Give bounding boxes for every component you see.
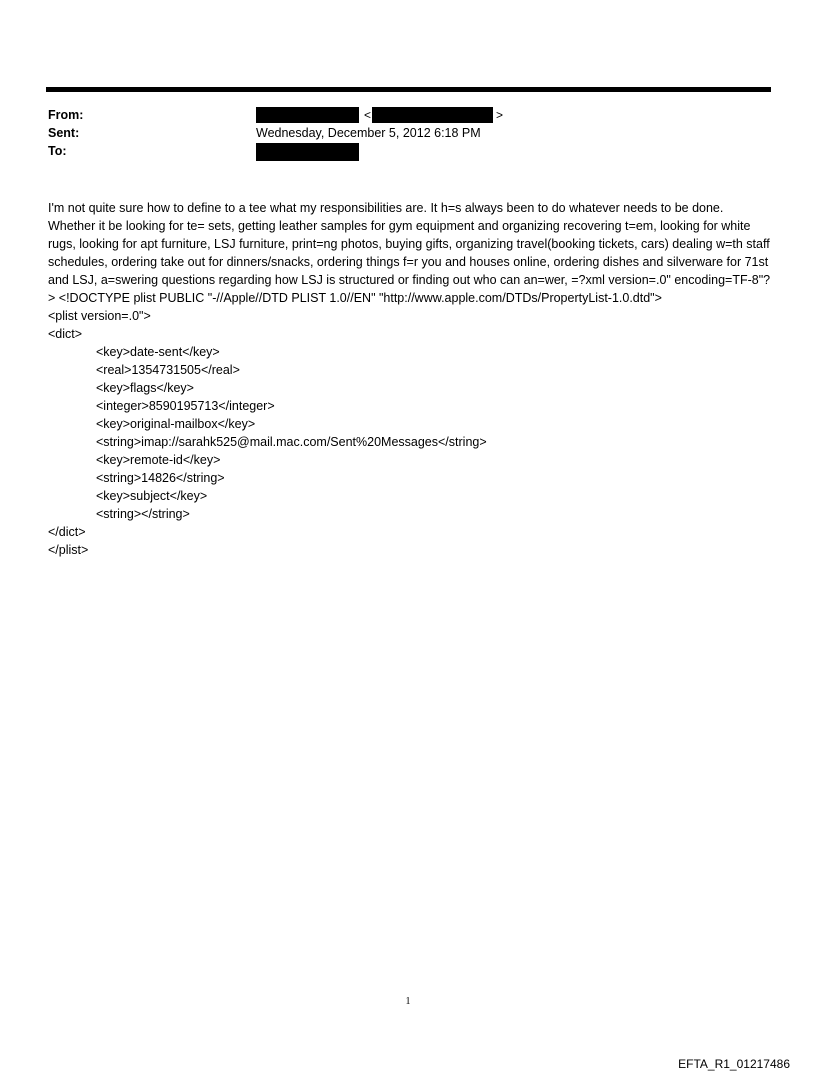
page-number: 1 [405, 996, 411, 1007]
dict-close-line: </dict> [48, 525, 86, 539]
to-redaction [256, 143, 359, 161]
from-email-close-bracket: > [496, 108, 504, 122]
sent-value: Wednesday, December 5, 2012 6:18 PM [256, 126, 481, 140]
plist-close-line: </plist> [48, 543, 89, 557]
from-email-open-bracket: < [364, 108, 372, 122]
dict-line: <real>1354731505</real> [96, 363, 240, 377]
dict-line: <string></string> [96, 507, 190, 521]
plist-open-line: <plist version=.0"> [48, 309, 151, 323]
dict-line: <key>date-sent</key> [96, 345, 220, 359]
dict-line: <string>imap://sarahk525@mail.mac.com/Sent%20Messages</string> [96, 435, 487, 449]
from-label: From: [48, 108, 84, 122]
email-body [48, 199, 772, 559]
dict-line: <integer>8590195713</integer> [96, 399, 275, 413]
from-email-redaction [372, 107, 493, 123]
from-name-redaction [256, 107, 359, 123]
body-paragraph: I'm not quite sure how to define to a tee what my responsibilities are. It h=s always been to do whatever needs to be done. Whether it be looking for te= sets, getting leather samples for gym equipment and organizing recovering t=em, looking for white rugs, looking for apt furniture, LSJ furniture, print=ng photos, buying gifts, organizing travel(booking tickets, cars) dealing w=th staff schedules, ordering take out for dinners/snacks, ordering things f=r you and houses online, ordering dishes and silverware for 71st and LSJ, a=swering questions regarding how LSJ is structured or finding out who can an=wer, =?xml version=.0" encoding=TF-8"?> <!DOCTYPE plist PUBLIC "-//Apple//DTD PLIST 1.0//EN" "http://www.apple.com/DTDs/PropertyList-1.0.dtd"> [48, 201, 771, 305]
header-divider [46, 87, 771, 92]
dict-line: <key>remote-id</key> [96, 453, 221, 467]
dict-line: <key>original-mailbox</key> [96, 417, 256, 431]
document-id: EFTA_R1_01217486 [678, 1057, 790, 1071]
sent-label: Sent: [48, 126, 80, 140]
to-label: To: [48, 144, 67, 158]
dict-open-line: <dict> [48, 327, 83, 341]
dict-line: <string>14826</string> [96, 471, 225, 485]
dict-line: <key>flags</key> [96, 381, 194, 395]
dict-line: <key>subject</key> [96, 489, 208, 503]
